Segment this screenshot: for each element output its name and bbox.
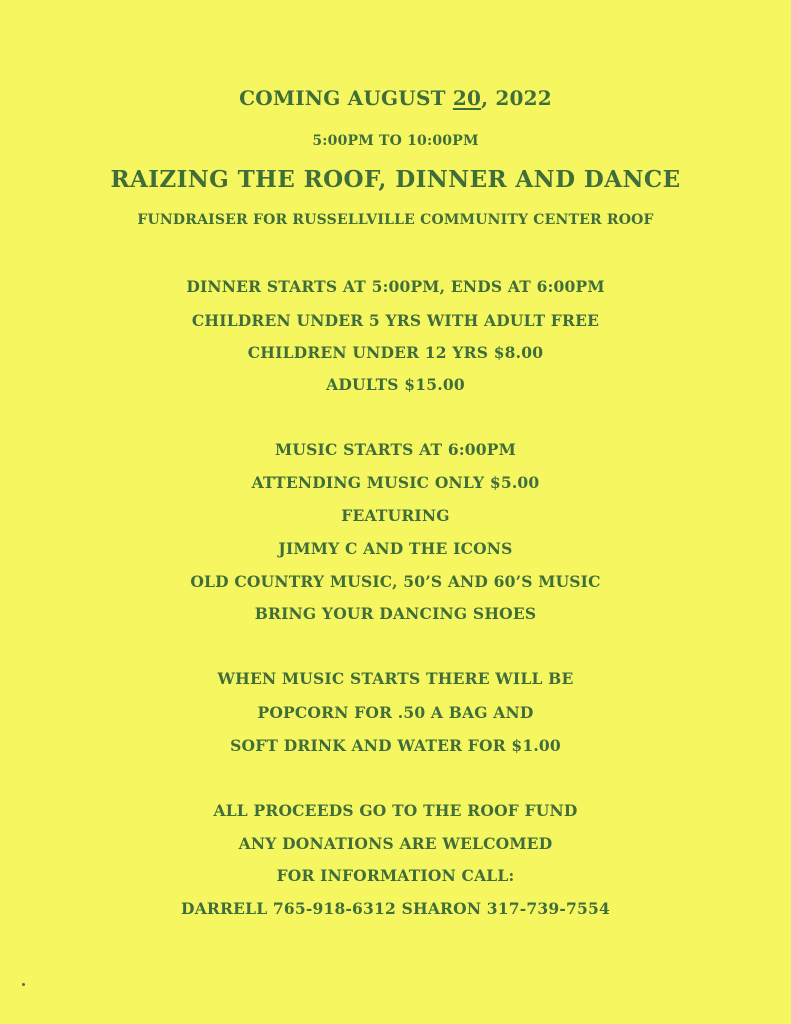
purpose-line: FUNDRAISER FOR RUSSELLVILLE COMMUNITY CENTER ROOF <box>137 212 654 228</box>
music-line: ATTENDING MUSIC ONLY $5.00 <box>251 473 540 492</box>
closing-line: FOR INFORMATION CALL: <box>276 866 515 885</box>
music-line: MUSIC STARTS AT 6:00PM <box>275 440 516 459</box>
concessions-line: WHEN MUSIC STARTS THERE WILL BE <box>217 669 574 688</box>
concessions-line: SOFT DRINK AND WATER FOR $1.00 <box>230 736 561 755</box>
scan-speck <box>22 983 25 986</box>
closing-line: ANY DONATIONS ARE WELCOMED <box>238 834 553 853</box>
dinner-line: ADULTS $15.00 <box>326 375 465 394</box>
event-title: RAIZING THE ROOF, DINNER AND DANCE <box>110 166 681 193</box>
event-time: 5:00PM TO 10:00PM <box>312 133 479 149</box>
headline-day: 20 <box>452 86 482 110</box>
contact-line: DARRELL 765-918-6312 SHARON 317-739-7554 <box>181 899 610 918</box>
music-line: BRING YOUR DANCING SHOES <box>254 604 537 623</box>
music-line: FEATURING <box>341 506 450 525</box>
dinner-line: CHILDREN UNDER 12 YRS $8.00 <box>247 343 544 362</box>
headline-prefix: COMING AUGUST <box>239 86 453 110</box>
music-line: JIMMY C AND THE ICONS <box>278 539 513 558</box>
music-line: OLD COUNTRY MUSIC, 50’S AND 60’S MUSIC <box>190 572 601 591</box>
headline-suffix: , 2022 <box>481 86 552 110</box>
dinner-line: DINNER STARTS AT 5:00PM, ENDS AT 6:00PM <box>186 277 605 296</box>
dinner-line: CHILDREN UNDER 5 YRS WITH ADULT FREE <box>191 311 600 330</box>
closing-line: ALL PROCEEDS GO TO THE ROOF FUND <box>213 801 578 820</box>
concessions-line: POPCORN FOR .50 A BAG AND <box>257 703 534 722</box>
headline-date <box>0 86 791 110</box>
